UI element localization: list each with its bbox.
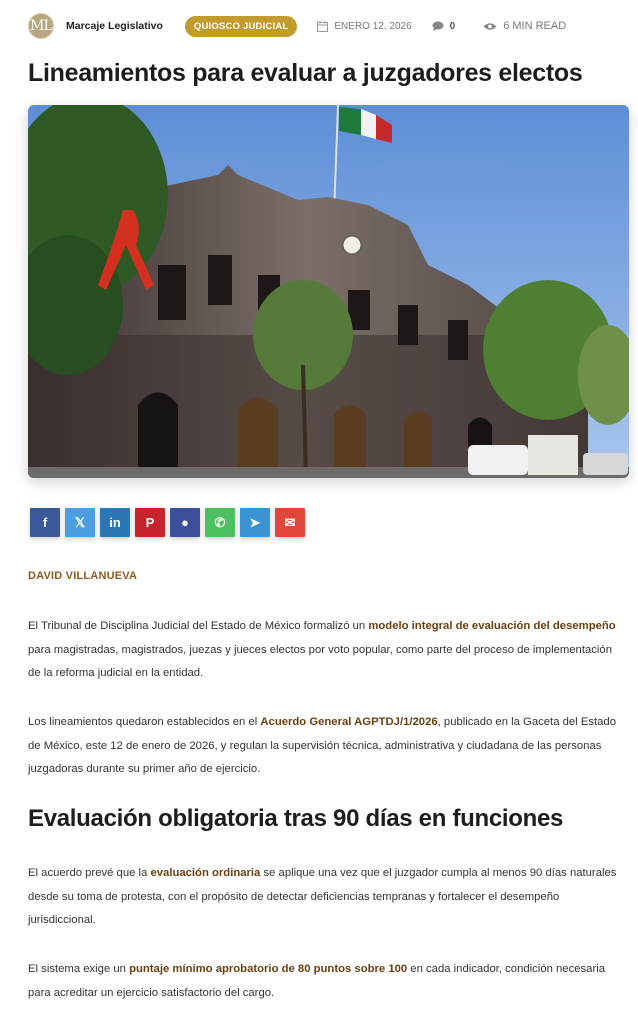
author-byline[interactable]: DAVID VILLANUEVA <box>28 570 138 582</box>
read-time: 6 MIN READ <box>483 20 566 32</box>
site-logo-avatar[interactable]: ML <box>28 13 54 39</box>
highlight-link[interactable]: modelo integral de evaluación del desempeño <box>368 620 616 632</box>
share-x-button[interactable] <box>65 508 95 537</box>
category-badge[interactable]: QUIOSCO JUDICIAL <box>185 16 298 37</box>
eye-icon <box>483 22 497 31</box>
telegram-icon: ➤ <box>249 514 261 530</box>
highlight-link[interactable]: evaluación ordinaria <box>150 867 261 879</box>
section-heading: Evaluación obligatoria tras 90 días en funciones <box>28 805 564 832</box>
share-whatsapp-button[interactable] <box>205 508 235 537</box>
article-meta-bar <box>28 10 628 42</box>
messenger-icon: ● <box>181 515 189 530</box>
share-messenger-button[interactable] <box>170 508 200 537</box>
share-linkedin-button[interactable] <box>100 508 130 537</box>
highlight-link[interactable]: Acuerdo General AGPTDJ/1/2026 <box>260 716 438 728</box>
article-title: Lineamientos para evaluar a juzgadores electos <box>28 59 583 87</box>
calendar-icon <box>317 21 328 32</box>
article-paragraph: Los lineamientos quedaron establecidos en el Acuerdo General AGPTDJ/1/2026, publicado en la Gaceta del Estado de México, este 12 de enero de 2026, y regulan la supervisión técnica, administrativa y ciudadana de las personas juzgadoras durante su primer año de ejercicio. <box>28 716 617 775</box>
publish-date: ENERO 12, 2026 <box>317 21 411 32</box>
comment-icon <box>432 21 444 31</box>
share-email-button[interactable] <box>275 508 305 537</box>
share-telegram-button[interactable] <box>240 508 270 537</box>
email-icon: ✉ <box>284 514 296 530</box>
hero-image <box>28 105 629 478</box>
facebook-icon: f <box>42 515 48 530</box>
whatsapp-icon: ✆ <box>214 514 226 530</box>
linkedin-icon: in <box>109 515 121 530</box>
article-paragraph: El acuerdo prevé que la evaluación ordinaria se aplique una vez que el juzgador cumpla al menos 90 días naturales desde su toma de protesta, con el propósito de detectar deficiencias tempranas y fortalecer el desempeño jurisdiccional. <box>28 867 617 926</box>
highlight-link[interactable]: puntaje mínimo aprobatorio de 80 puntos sobre 100 <box>129 963 408 975</box>
pinterest-icon: P <box>145 515 155 530</box>
site-name-link[interactable]: Marcaje Legislativo <box>66 20 163 32</box>
article-paragraph: El sistema exige un puntaje mínimo aprobatorio de 80 puntos sobre 100 en cada indicador, condición necesaria para acreditar un ejercicio satisfactorio del cargo. <box>28 963 605 999</box>
x-icon: 𝕏 <box>74 514 86 530</box>
share-pinterest-button[interactable] <box>135 508 165 537</box>
article-paragraph: El Tribunal de Disciplina Judicial del Estado de México formalizó un modelo integral de evaluación del desempeño para magistradas, magistrados, juezas y jueces electos por voto popular, como parte del proceso de implementación de la reforma judicial en la entidad. <box>28 620 616 679</box>
share-buttons <box>30 508 310 537</box>
comments-count[interactable]: 0 <box>432 21 456 32</box>
share-facebook-button[interactable] <box>30 508 60 537</box>
